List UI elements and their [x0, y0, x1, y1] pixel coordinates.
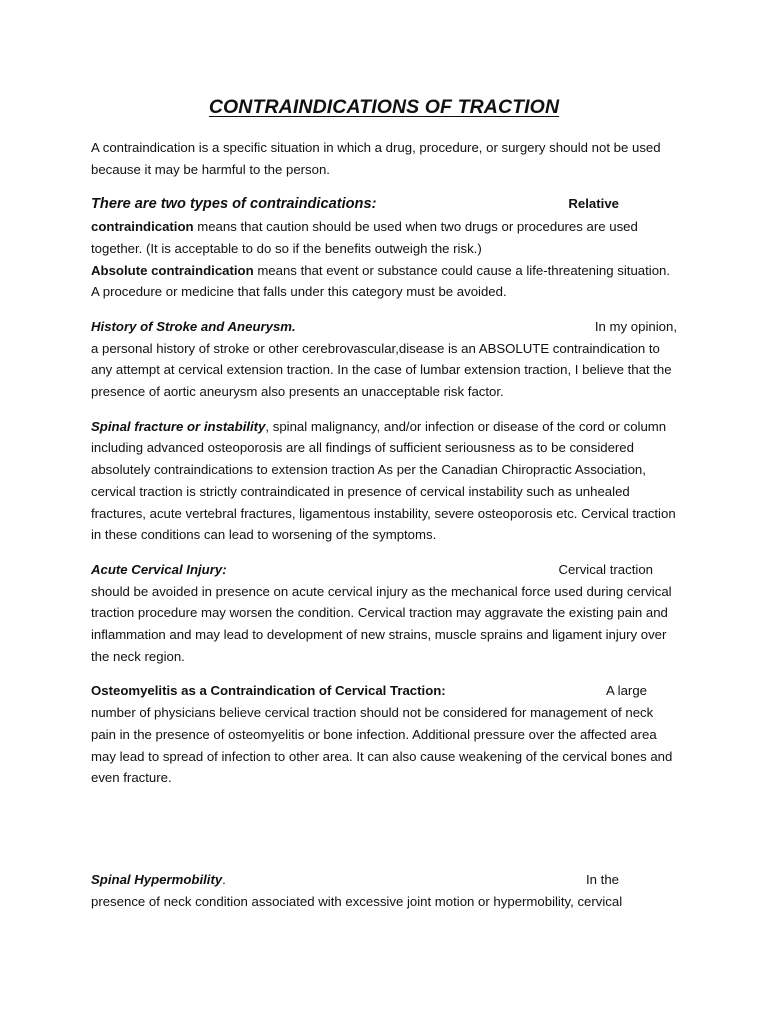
stroke-text: a personal history of stroke or other cerebrovascular,disease is an ABSOLUTE contraindication to any attempt at cervical extension traction. In the case of lumbar extension traction, I believe that the presence of aortic aneurysm also presents an unacceptable risk factor.	[91, 340, 672, 400]
intro-paragraph: A contraindication is a specific situation in which a drug, procedure, or surgery should not be used because it may be harmful to the person.	[91, 140, 661, 177]
hypermobility-section: Spinal Hypermobility. In the presence of neck condition associated with excessive joint motion or hypermobility, cervical	[91, 869, 679, 912]
hypermobility-heading: Spinal Hypermobility	[91, 871, 223, 887]
osteomyelitis-lead: A large	[605, 683, 647, 699]
acute-injury-text: should be avoided in presence on acute cervical injury as the mechanical force used during cervical traction procedure may worsen the condition. Cervical traction may aggravate the existing pain and inflammation and may lead to development of new strains, muscle sprains and ligament injury over the neck region.	[91, 583, 672, 664]
stroke-lead: In my opinion,	[594, 318, 677, 334]
types-section: There are two types of contraindications: Relative contraindication means that caution should be used when two drugs or procedures are used together. (It is acceptable to do so if the benefits outweigh the risk.) Absolute contraindication means that event or substance could cause a life-threatening situation. A procedure or medicine that falls under this category must be avoided.	[91, 193, 679, 303]
acute-injury-lead: Cervical traction	[558, 561, 653, 577]
relative-term-start: Relative	[568, 196, 619, 212]
spinal-fracture-heading: Spinal fracture or instability	[91, 418, 266, 434]
absolute-text: means that event or substance could cause a life-threatening situation. A procedure or medicine that falls under this category must be avoided.	[91, 262, 671, 300]
spinal-fracture-text: , spinal malignancy, and/or infection or disease of the cord or column including advanced osteoporosis are all findings of sufficient seriousness as to be considered absolutely contraindications to extension traction As per the Canadian Chiropractic Association, cervical traction is strictly contraindicated in presence of cervical instability such as unhealed fractures, acute vertebral fractures, ligamentous instability, severe osteoporosis etc. Cervical traction in these conditions can lead to worsening of the symptoms.	[91, 418, 676, 543]
acute-injury-heading: Acute Cervical Injury:	[91, 561, 227, 577]
stroke-section	[91, 316, 679, 403]
absolute-definition	[91, 260, 679, 303]
acute-injury-section	[91, 559, 679, 668]
hypermobility-text: presence of neck condition associated with excessive joint motion or hypermobility, cervical	[91, 893, 623, 909]
relative-text: means that caution should be used when two drugs or procedures are used together. (It is acceptable to do so if the benefits outweigh the risk.)	[91, 219, 638, 256]
osteomyelitis-text: number of physicians believe cervical traction should not be considered for management of neck pain in the presence of osteomyelitis or bone infection. Additional pressure over the affected area may lead to spread of infection to other area. It can also cause weakening of the cervical bones and even fracture.	[91, 705, 673, 786]
relative-term-end: contraindication	[91, 219, 194, 235]
relative-definition	[91, 216, 679, 259]
osteomyelitis-section	[91, 680, 679, 789]
stroke-heading: History of Stroke and Aneurysm.	[91, 318, 296, 334]
document-body	[91, 137, 679, 912]
page-title: CONTRAINDICATIONS OF TRACTION	[208, 96, 560, 118]
hypermobility-lead: In the	[586, 871, 619, 887]
absolute-term: Absolute contraindication	[91, 262, 254, 278]
osteomyelitis-heading: Osteomyelitis as a Contraindication of Cervical Traction:	[91, 683, 446, 699]
spinal-fracture-section	[91, 416, 679, 546]
types-heading: There are two types of contraindications	[91, 196, 372, 213]
